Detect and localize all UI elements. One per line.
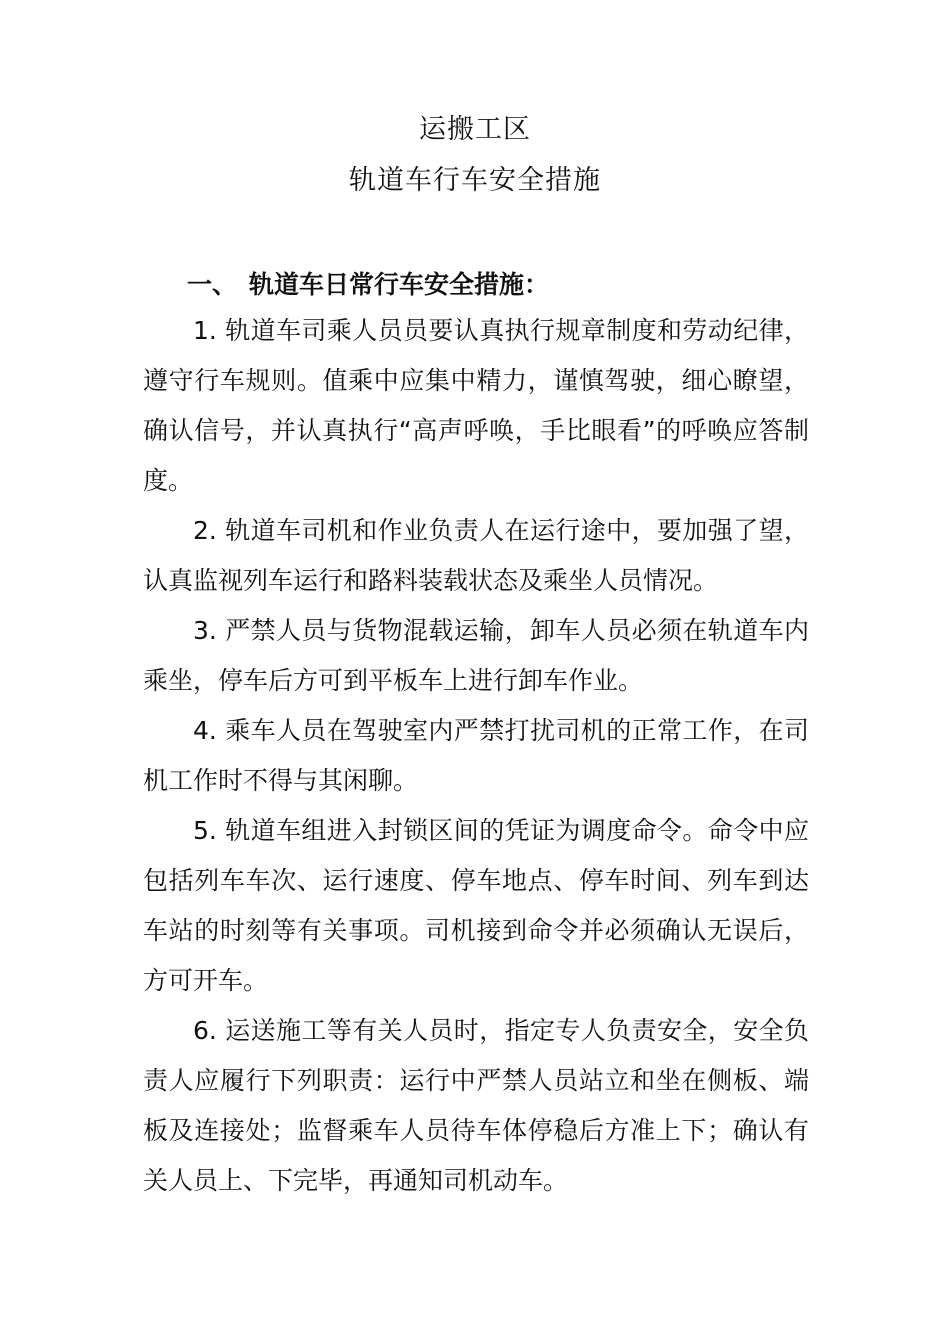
section-number: 一、: [187, 270, 238, 299]
document-title: 轨道车行车安全措施: [349, 165, 601, 196]
paragraph-2: 2. 轨道车司机和作业负责人在运行途中，要加强了望，认真监视列车运行和路料装载状态及乘坐人员情况。: [143, 516, 809, 595]
paragraph-1: 1. 轨道车司乘人员员要认真执行规章制度和劳动纪律，遵守行车规则。值乘中应集中精力，谨慎驾驶，细心瞭望，确认信号，并认真执行“高声呼唤，手比眼看”的呼唤应答制度。: [143, 316, 809, 495]
paragraph-6: 6. 运送施工等有关人员时，指定专人负责安全，安全负责人应履行下列职责：运行中严禁人员站立和坐在侧板、端板及连接处；监督乘车人员待车体停稳后方准上下；确认有关人员上、下完毕，再通知司机动车。: [143, 1016, 809, 1195]
paragraph-5: 5. 轨道车组进入封锁区间的凭证为调度命令。命令中应包括列车车次、运行速度、停车地点、停车时间、列车到达车站的时刻等有关事项。司机接到命令并必须确认无误后，方可开车。: [143, 816, 809, 995]
paragraph-3: 3. 严禁人员与货物混载运输，卸车人员必须在轨道车内乘坐，停车后方可到平板车上进行卸车作业。: [143, 616, 809, 695]
section-heading: [187, 265, 827, 305]
paragraph-4: 4. 乘车人员在驾驶室内严禁打扰司机的正常工作，在司机工作时不得与其闲聊。: [143, 716, 809, 795]
document-title-org: 运搬工区: [419, 114, 531, 145]
section-heading-text: 轨道车日常行车安全措施：: [249, 270, 550, 299]
body-text: [143, 306, 809, 1206]
